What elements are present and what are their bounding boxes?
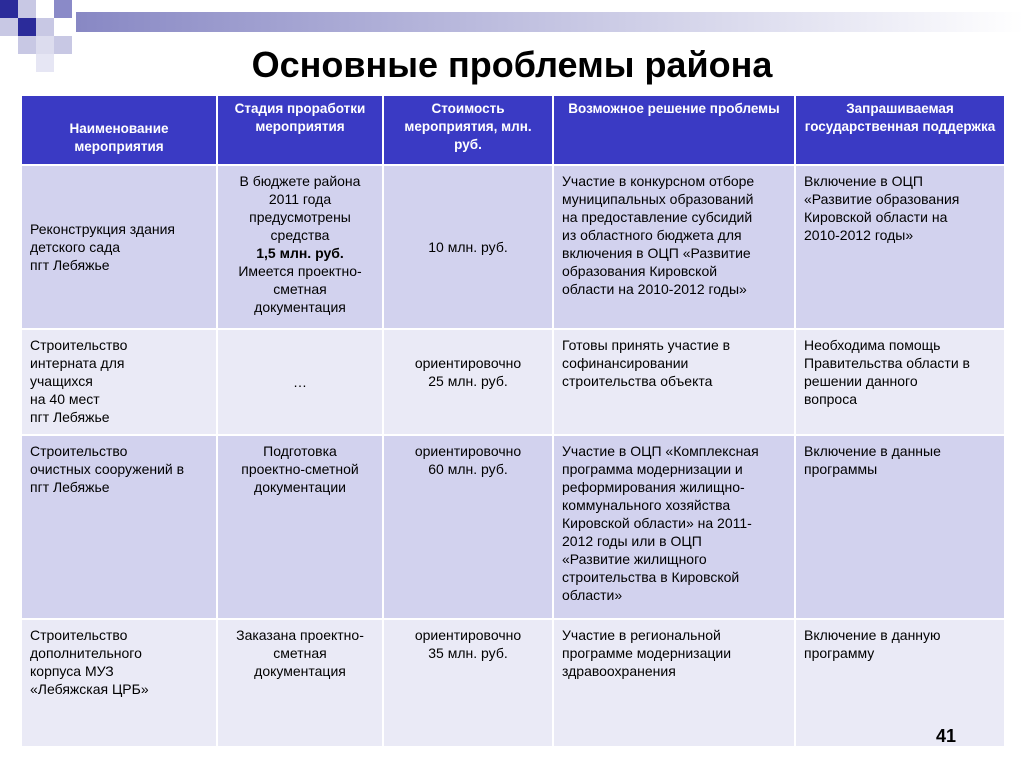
- cell-line: строительства в Кировской: [562, 569, 740, 585]
- cell-line: детского сада: [30, 239, 121, 255]
- cell-line: сметная: [273, 281, 327, 297]
- cell-line: 25 млн. руб.: [428, 373, 508, 389]
- cell-line: интерната для: [30, 355, 125, 371]
- cell-support: [795, 435, 1005, 619]
- cell-line: образования Кировской: [562, 263, 718, 279]
- cell-line: 2011 года: [268, 191, 332, 207]
- page-title: Основные проблемы района: [251, 44, 773, 85]
- cell-line: корпуса МУЗ: [30, 663, 114, 679]
- cell-line: Заказана проектно-: [236, 627, 364, 643]
- cell-line: софинансировании: [562, 355, 689, 371]
- cell-solution: [553, 435, 795, 619]
- cell-line: на предоставление субсидий: [562, 209, 753, 225]
- cell-stage: [217, 435, 383, 619]
- cell-line: Включение в данные: [804, 443, 941, 459]
- cell-name: [21, 435, 217, 619]
- cell-line: сметная: [273, 645, 327, 661]
- table-header-row: [21, 95, 1005, 165]
- problems-table: [20, 94, 1006, 748]
- cell-name: [21, 619, 217, 747]
- cell-name: [21, 165, 217, 329]
- cell-line: коммунального хозяйства: [562, 497, 731, 513]
- cell-line: 60 млн. руб.: [428, 461, 508, 477]
- cell-line: Строительство: [30, 627, 128, 643]
- cell-line: …: [293, 374, 307, 390]
- cell-line: средства: [270, 227, 330, 243]
- cell-line: реформирования жилищно-: [562, 479, 745, 495]
- cell-solution: [553, 329, 795, 435]
- cell-line: Имеется проектно-: [238, 263, 362, 279]
- cell-line: пгт Лебяжье: [30, 479, 110, 495]
- cell-line: 2012 годы или в ОЦП: [562, 533, 702, 549]
- cell-line: Кировской области» на 2011-: [562, 515, 752, 531]
- cell-line: программа модернизации и: [562, 461, 743, 477]
- cell-name: [21, 329, 217, 435]
- cell-line: предусмотрены: [249, 209, 351, 225]
- cell-support: [795, 619, 1005, 747]
- cell-line: Включение в данную: [804, 627, 941, 643]
- cell-line: Реконструкция здания: [30, 221, 175, 237]
- cell-line: области»: [562, 587, 623, 603]
- cell-line: документация: [254, 663, 346, 679]
- cell-support: [795, 329, 1005, 435]
- table-row: [21, 165, 1005, 329]
- cell-line: включения в ОЦП «Развитие: [562, 245, 751, 261]
- cell-cost: [383, 435, 553, 619]
- cell-line: ориентировочно: [414, 627, 522, 643]
- cell-line: вопроса: [804, 391, 858, 407]
- cell-stage: [217, 619, 383, 747]
- cell-line: 10 млн. руб.: [428, 239, 508, 255]
- cell-line: Строительство: [30, 443, 128, 459]
- cell-line: 35 млн. руб.: [428, 645, 508, 661]
- cell-line: области на 2010-2012 годы»: [562, 281, 747, 297]
- header-solution: Возможное решение проблемы: [553, 95, 795, 165]
- cell-line: программы: [804, 461, 878, 477]
- table-row: [21, 619, 1005, 747]
- cell-line: «Развитие образования: [804, 191, 960, 207]
- cell-line: документации: [254, 479, 346, 495]
- cell-line: Участие в конкурсном отборе: [562, 173, 755, 189]
- cell-line: проектно-сметной: [241, 461, 359, 477]
- cell-line: здравоохранения: [562, 663, 676, 679]
- cell-cost: [383, 165, 553, 329]
- cell-cost: [383, 329, 553, 435]
- header-cost: Стоимость мероприятия, млн. руб.: [383, 95, 553, 165]
- cell-line: документация: [254, 299, 346, 315]
- cell-line: Кировской области на: [804, 209, 948, 225]
- table-row: [21, 435, 1005, 619]
- cell-line: муниципальных образований: [562, 191, 754, 207]
- cell-line: очистных сооружений в: [30, 461, 185, 477]
- cell-line: Необходима помощь: [804, 337, 941, 353]
- cell-line: на 40 мест: [30, 391, 100, 407]
- header-stage: Стадия проработки мероприятия: [217, 95, 383, 165]
- cell-line-bold: 1,5 млн. руб.: [256, 245, 344, 261]
- cell-line: Участие в региональной: [562, 627, 721, 643]
- cell-stage: [217, 165, 383, 329]
- table-row: [21, 329, 1005, 435]
- cell-stage: [217, 329, 383, 435]
- cell-line: Включение в ОЦП: [804, 173, 923, 189]
- cell-line: программу: [804, 645, 875, 661]
- cell-solution: [553, 165, 795, 329]
- cell-line: ориентировочно: [414, 355, 522, 371]
- cell-line: Строительство: [30, 337, 128, 353]
- cell-line: Готовы принять участие в: [562, 337, 731, 353]
- cell-line: строительства объекта: [562, 373, 713, 389]
- cell-line: из областного бюджета для: [562, 227, 742, 243]
- cell-line: Подготовка: [263, 443, 337, 459]
- cell-line: Участие в ОЦП «Комплексная: [562, 443, 759, 459]
- cell-line: «Развитие жилищного: [562, 551, 707, 567]
- cell-line: 2010-2012 годы»: [804, 227, 914, 243]
- cell-line: «Лебяжская ЦРБ»: [30, 681, 149, 697]
- cell-line: Правительства области в: [804, 355, 970, 371]
- cell-support: [795, 165, 1005, 329]
- cell-cost: [383, 619, 553, 747]
- page-number: 41: [936, 726, 957, 746]
- cell-line: дополнительного: [30, 645, 142, 661]
- cell-line: ориентировочно: [414, 443, 522, 459]
- cell-line: пгт Лебяжье: [30, 257, 110, 273]
- cell-line: программе модернизации: [562, 645, 732, 661]
- cell-line: В бюджете района: [239, 173, 361, 189]
- header-support: Запрашиваемая государственная поддержка: [795, 95, 1005, 165]
- cell-line: решении данного: [804, 373, 918, 389]
- cell-solution: [553, 619, 795, 747]
- cell-line: пгт Лебяжье: [30, 409, 110, 425]
- cell-line: учащихся: [30, 373, 93, 389]
- header-name: Наименование мероприятия: [21, 95, 217, 165]
